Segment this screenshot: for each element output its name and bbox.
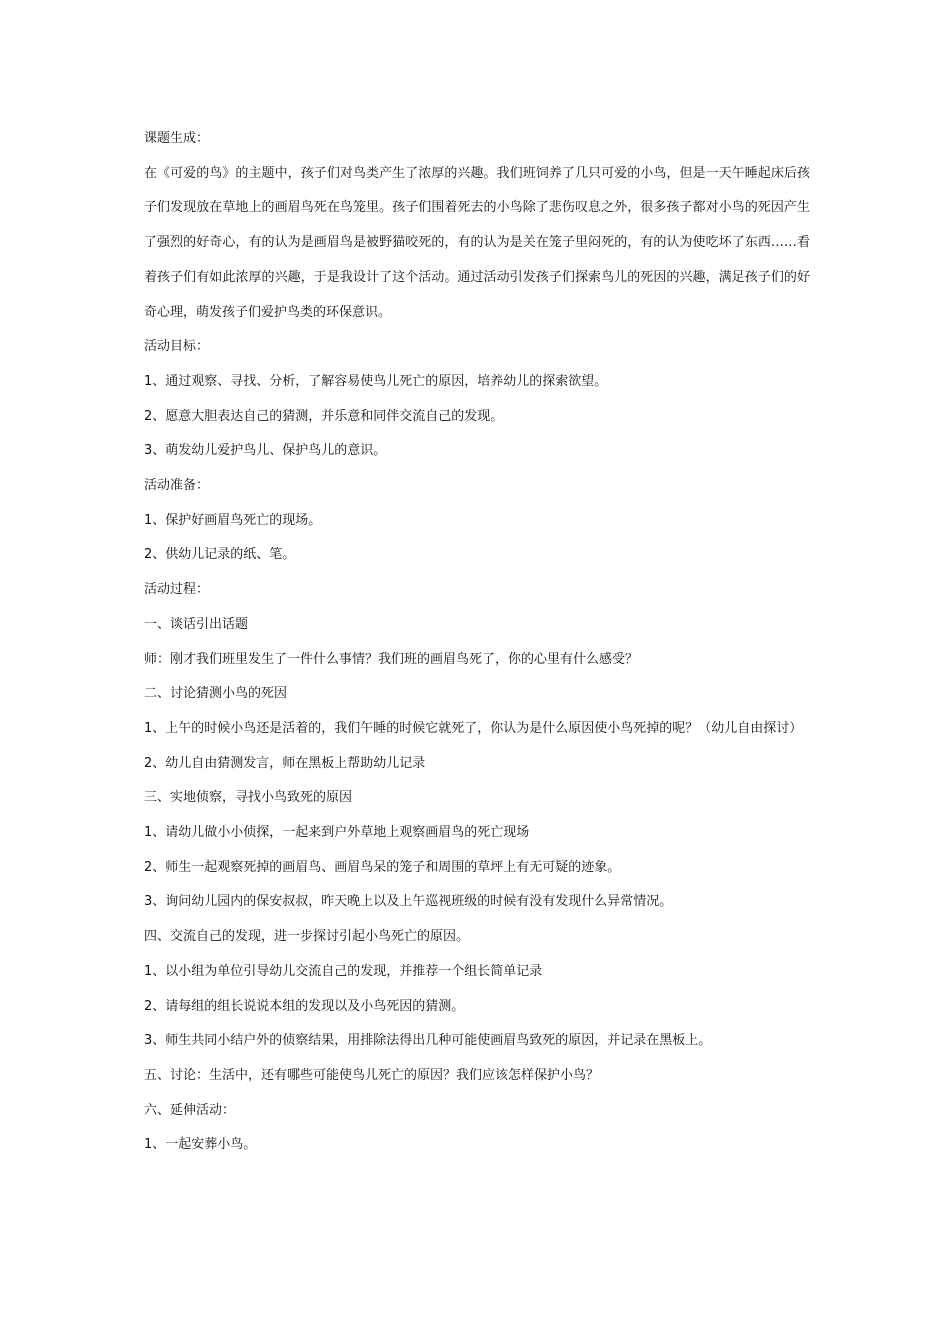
heading-preparation: 活动准备： bbox=[144, 478, 210, 494]
process-step-4-item-3: 3、师生共同小结户外的侦察结果，用排除法得出几种可能使画眉鸟致死的原因，并记录在黑板上。 bbox=[144, 1033, 712, 1049]
process-step-1-text: 师：刚才我们班里发生了一件什么事情？我们班的画眉鸟死了，你的心里有什么感受？ bbox=[144, 651, 639, 667]
process-step-3-title: 三、实地侦察，寻找小鸟致死的原因 bbox=[144, 790, 353, 806]
process-step-4-item-1: 1、以小组为单位引导幼儿交流自己的发现，并推荐一个组长简单记录 bbox=[144, 963, 543, 979]
process-step-4-item-2: 2、请每组的组长说说本组的发现以及小鸟死因的猜测。 bbox=[144, 998, 465, 1014]
objective-item-3: 3、萌发幼儿爱护鸟儿、保护鸟儿的意识。 bbox=[144, 443, 387, 459]
objective-item-2: 2、愿意大胆表达自己的猜测，并乐意和同伴交流自己的发现。 bbox=[144, 408, 504, 424]
process-step-2-title: 二、讨论猜测小鸟的死因 bbox=[144, 686, 288, 702]
process-step-6-title: 六、延伸活动： bbox=[144, 1102, 236, 1118]
process-step-5-text: 五、讨论：生活中，还有哪些可能使鸟儿死亡的原因？我们应该怎样保护小鸟？ bbox=[144, 1067, 600, 1083]
process-step-3-item-3: 3、询问幼儿园内的保安叔叔，昨天晚上以及上午巡视班级的时候有没有发现什么异常情况。 bbox=[144, 894, 673, 910]
process-step-1-title: 一、谈话引出话题 bbox=[144, 616, 249, 632]
heading-process: 活动过程： bbox=[144, 582, 210, 598]
heading-objectives: 活动目标： bbox=[144, 339, 210, 355]
process-step-2-item-2: 2、幼儿自由猜测发言，师在黑板上帮助幼儿记录 bbox=[144, 755, 426, 771]
preparation-item-1: 1、保护好画眉鸟死亡的现场。 bbox=[144, 512, 322, 528]
paragraph-topic-origin: 在《可爱的鸟》的主题中，孩子们对鸟类产生了浓厚的兴趣。我们班饲养了几只可爱的小鸟，但是一天午睡起床后孩子们发现放在草地上的画眉鸟死在鸟笼里。孩子们围着死去的小鸟除了悲伤叹息之外，很多孩子都对小鸟的死因产生了强烈的好奇心，有的认为是画眉鸟是被野猫咬死的，有的认为是关在笼子里闷死的，有的认为使吃坏了东西……看着孩子们有如此浓厚的兴趣，于是我设计了这个活动。通过活动引发孩子们探索鸟儿的死因的兴趣，满足孩子们的好奇心理，萌发孩子们爱护鸟类的环保意识。 bbox=[144, 165, 810, 320]
process-step-3-item-1: 1、请幼儿做小小侦探，一起来到户外草地上观察画眉鸟的死亡现场 bbox=[144, 825, 530, 841]
process-step-4-title: 四、交流自己的发现，进一步探讨引起小鸟死亡的原因。 bbox=[144, 929, 470, 945]
process-step-3-item-2: 2、师生一起观察死掉的画眉鸟、画眉鸟呆的笼子和周围的草坪上有无可疑的迹象。 bbox=[144, 859, 621, 875]
preparation-item-2: 2、供幼儿记录的纸、笔。 bbox=[144, 547, 296, 563]
objective-item-1: 1、通过观察、寻找、分析，了解容易使鸟儿死亡的原因，培养幼儿的探索欲望。 bbox=[144, 373, 608, 389]
document-body bbox=[144, 122, 810, 1163]
process-step-2-item-1: 1、上午的时候小鸟还是活着的，我们午睡的时候它就死了，你认为是什么原因使小鸟死掉的呢？（幼儿自由探讨） bbox=[144, 720, 803, 736]
heading-topic-origin: 课题生成： bbox=[144, 131, 210, 146]
process-step-6-item-1: 1、一起安葬小鸟。 bbox=[144, 1137, 257, 1153]
